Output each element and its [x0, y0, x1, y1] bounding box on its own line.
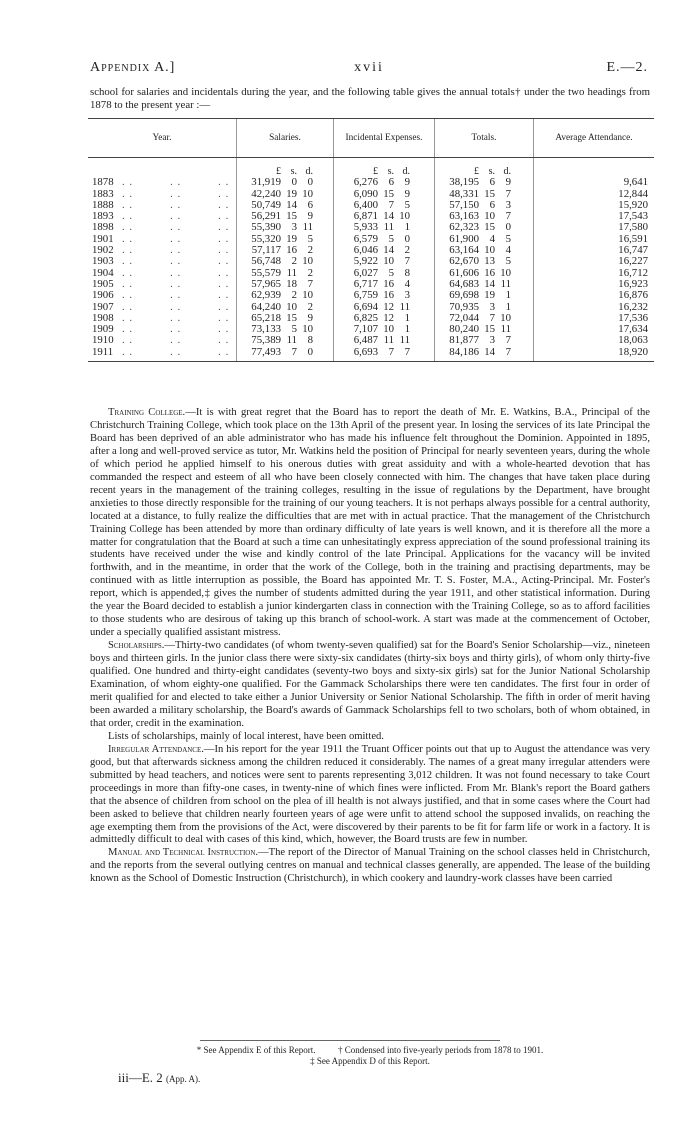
- body-text: [90, 407, 650, 886]
- totals-cell: 61,900 4 5: [435, 234, 534, 245]
- totals-cell: 84,186 14 7: [435, 347, 534, 362]
- totals-cell: 69,698 19 1: [435, 290, 534, 301]
- attendance-cell: 16,747: [534, 245, 655, 256]
- salaries-cell: 75,389 11 8: [237, 335, 334, 346]
- footnotes: [90, 1045, 650, 1067]
- attendance-cell: 16,232: [534, 302, 655, 313]
- running-header: [90, 60, 648, 78]
- attendance-cell: 18,920: [534, 347, 655, 362]
- attendance-cell: 17,580: [534, 222, 655, 233]
- attendance-cell: 12,844: [534, 189, 655, 200]
- col-header-totals: Totals.: [435, 119, 534, 158]
- totals-cell: 63,164 10 4: [435, 245, 534, 256]
- incidental-cell: 6,276 6 9: [334, 177, 435, 188]
- year-cell: 1909 . . . . . .: [92, 323, 230, 336]
- year-cell: 1878 . . . . . .: [92, 176, 230, 189]
- paragraph-heading: Irregular Attendance.: [108, 743, 204, 755]
- year-cell: 1907 . . . . . .: [92, 300, 230, 313]
- incidental-cell: 6,027 5 8: [334, 268, 435, 279]
- footnote-line-2: ‡ See Appendix D of this Report.: [310, 1056, 430, 1066]
- body-paragraph: [90, 407, 650, 640]
- attendance-cell: 17,536: [534, 313, 655, 324]
- incidental-cell: 6,579 5 0: [334, 234, 435, 245]
- header-appendix: Appendix A.]: [90, 60, 176, 75]
- paragraph-heading: Scholarships.: [108, 640, 165, 652]
- incidental-cell: 6,871 14 10: [334, 211, 435, 222]
- table-header-row: [88, 119, 654, 158]
- totals-cell: 63,163 10 7: [435, 211, 534, 222]
- paragraph-text: Lists of scholarships, mainly of local interest, have been omitted.: [108, 730, 384, 742]
- expenditure-table: [88, 118, 654, 362]
- attendance-cell: 17,634: [534, 324, 655, 335]
- totals-cell: 48,331 15 7: [435, 189, 534, 200]
- attendance-cell: 16,923: [534, 279, 655, 290]
- paragraph-text: —In his report for the year 1911 the Truant Officer points out that up to August the attendance was very good, but that afterwards sickness among the children reduced it considerably. The names of a great many irregular attenders were submitted by head teachers, and notices were sent to parents representing 3,012 children. It was not found necessary to take Court proceedings in more than fifty-one cases, in twenty-nine of which fines were inflicted. From Mr. Blank's report the Board gathers that the absence of children from school on the plea of ill health is not always justified, and that in some cases where the Court had been asked to believe that children nearly fourteen years of age were unfit to attend school the supposed invalids, on reaching the age exempting them from the provisions of the Act, were discovered by their parents to be fit for farm life or work in a factory. It is admittedly difficult to deal with cases of this kind, which, however, the Board trusts are few in number.: [90, 743, 650, 846]
- year-cell: 1883 . . . . . .: [92, 187, 230, 200]
- incidental-cell: 6,717 16 4: [334, 279, 435, 290]
- year-cell: 1908 . . . . . .: [92, 311, 230, 324]
- col-header-year: Year.: [88, 119, 237, 158]
- incidental-cell: 6,694 12 11: [334, 302, 435, 313]
- incidental-cell: 6,693 7 7: [334, 347, 435, 362]
- salaries-cell: 55,320 19 5: [237, 234, 334, 245]
- salaries-cell: 62,939 2 10: [237, 290, 334, 301]
- body-paragraph: [90, 640, 650, 731]
- col-header-incidental: Incidental Expenses.: [334, 119, 435, 158]
- year-cell: 1910 . . . . . .: [92, 334, 230, 347]
- incidental-cell: 6,400 7 5: [334, 200, 435, 211]
- totals-cell: 57,150 6 3: [435, 200, 534, 211]
- year-cell: 1898 . . . . . .: [92, 221, 230, 234]
- incidental-cell: 6,759 16 3: [334, 290, 435, 301]
- paragraph-heading: Training College.: [108, 407, 186, 418]
- salaries-cell: 42,240 19 10: [237, 189, 334, 200]
- salaries-cell: 31,919 0 0: [237, 177, 334, 188]
- salaries-cell: 73,133 5 10: [237, 324, 334, 335]
- footnote-divider: [200, 1040, 500, 1041]
- incidental-cell: 5,922 10 7: [334, 256, 435, 267]
- paragraph-text: —It is with great regret that the Board has to report the death of Mr. E. Watkins, B.A., Principal of the Christchurch Training College, which took place on the 13th April of the present year. In losing the services of its late Principal the Board has been deprived of an able administrator who has made his influence felt throughout the Dominion. Appointed in 1895, after a long and well-proved service as tutor, Mr. Watkins held the position of Principal for nearly seventeen years, during the whole of which period he applied himself to his onerous duties with great assiduity and with a whole-hearted devotion that has commanded the respect and esteem of all who have been closely connected with him. The changes that have taken place during recent years in the management of the training colleges, resulting in the issue of regulations by the Department, have brought anxieties to those directly responsible for the training of our young teachers. It is not perhaps always possible for a central authority, located at a distance, to fully realize the difficulties that are met with in actual practice. That the management of the Christchurch Training College has been attended by more than ordinary difficulty of late years is well known, and it is therefore all the more a matter for congratulation that the Board at such a time can unhesitatingly express appreciation of the sound professional training its students have received under the wise and kindly control of the late Principal. Applications for the vacancy will be invited forthwith, and in the meantime, in order that the work of the College, both in the training and practising departments, may be continued with as little interruption as possible, the Board has appointed Mr. T. S. Foster, M.A., Acting-Principal. Mr. Foster's report, which is appended,‡ gives the number of students admitted during the year 1911, and other statistical information. During the year the Board decided to establish a junior kindergarten class in connection with the Training College, so as to afford facilities to those students who are desirous of taking up this branch of school-work. A start was made at the commencement of October, under a specially qualified assistant mistress.: [90, 407, 650, 639]
- totals-cell: 64,683 14 11: [435, 279, 534, 290]
- totals-cell: 62,323 15 0: [435, 222, 534, 233]
- incidental-cell: 5,933 11 1: [334, 222, 435, 233]
- incidental-cell: 6,825 12 1: [334, 313, 435, 324]
- totals-cell: 61,606 16 10: [435, 268, 534, 279]
- paragraph-text: —The report of the Director of Manual Training on the school classes held in Christchurch, and the reports from the several outlying centres on manual and technical classes generally, are appended. The lease of the building known as the School of Domestic Instruction (Christchurch), in which cookery and laundry-work classes have been carried: [90, 847, 650, 885]
- salaries-cell: 57,965 18 7: [237, 279, 334, 290]
- totals-cell: 72,044 7 10: [435, 313, 534, 324]
- attendance-cell: 16,712: [534, 268, 655, 279]
- body-paragraph: [90, 731, 650, 744]
- col-header-salaries: Salaries.: [237, 119, 334, 158]
- paragraph-text: —Thirty-two candidates (of whom twenty-seven qualified) sat for the Board's Senior Scholarship—viz., nineteen boys and thirteen girls. In the junior class there were sixty-six candidates (thirty-six boys and thirty girls), of whom only thirty-five qualified. One hundred and thirty-eight candidates (seventy-two boys and sixty-six girls) sat for the Junior National Scholarship Examination, of whom eighty-one qualified. For the Gammack Scholarships there were ten candidates. The first four in order of merit qualified for and elected to take either a Junior University or Senior National Scholarship. The fifth in order of merit having been awarded a military scholarship, the Board's awards of Gammack Scholarships fell to two scholars, both of whom obtained, in that order, credit in the examination.: [90, 640, 650, 729]
- signature-main: iii—E. 2: [118, 1070, 163, 1085]
- table-row: [88, 347, 654, 362]
- year-cell: 1911 . . . . . .: [88, 347, 237, 362]
- incidental-cell: 6,046 14 2: [334, 245, 435, 256]
- totals-cell: 62,670 13 5: [435, 256, 534, 267]
- year-cell: 1888 . . . . . .: [92, 198, 230, 211]
- year-cell: 1902 . . . . . .: [92, 244, 230, 257]
- totals-cell: 80,240 15 11: [435, 324, 534, 335]
- attendance-cell: 16,227: [534, 256, 655, 267]
- body-paragraph: [90, 744, 650, 848]
- body-paragraph: [90, 847, 650, 886]
- incidental-cell: 7,107 10 1: [334, 324, 435, 335]
- totals-cell: 70,935 3 1: [435, 302, 534, 313]
- col-header-attendance: Average Attendance.: [534, 119, 655, 158]
- salaries-cell: 65,218 15 9: [237, 313, 334, 324]
- header-page-number: xvii: [354, 60, 384, 75]
- header-report-code: E.—2.: [606, 60, 648, 75]
- salaries-cell: 56,291 15 9: [237, 211, 334, 222]
- salaries-cell: 55,390 3 11: [237, 222, 334, 233]
- signature-sub: (App. A).: [166, 1074, 201, 1084]
- salaries-cell: 57,117 16 2: [237, 245, 334, 256]
- salaries-cell: 64,240 10 2: [237, 302, 334, 313]
- attendance-cell: 17,543: [534, 211, 655, 222]
- units-cell: £ s. d.: [237, 158, 334, 178]
- year-cell: 1905 . . . . . .: [92, 277, 230, 290]
- incidental-cell: 6,487 11 11: [334, 335, 435, 346]
- year-cell: 1893 . . . . . .: [92, 210, 230, 223]
- year-cell: 1903 . . . . . .: [92, 255, 230, 268]
- incidental-cell: 6,090 15 9: [334, 189, 435, 200]
- units-cell: £ s. d.: [334, 158, 435, 178]
- totals-cell: 38,195 6 9: [435, 177, 534, 188]
- units-cell: £ s. d.: [435, 158, 534, 178]
- salaries-cell: 50,749 14 6: [237, 200, 334, 211]
- year-cell: 1904 . . . . . .: [92, 266, 230, 279]
- table-body: [88, 158, 654, 362]
- attendance-cell: 15,920: [534, 200, 655, 211]
- year-cell: 1901 . . . . . .: [92, 232, 230, 245]
- year-cell: 1906 . . . . . .: [92, 289, 230, 302]
- attendance-cell: 16,876: [534, 290, 655, 301]
- paragraph-heading: Manual and Technical Instruction.: [108, 847, 259, 859]
- attendance-cell: 16,591: [534, 234, 655, 245]
- salaries-cell: 55,579 11 2: [237, 268, 334, 279]
- intro-paragraph: school for salaries and incidentals during the year, and the following table gives the annual totals† under the two headings from 1878 to the present year :—: [90, 86, 650, 111]
- salaries-cell: 56,748 2 10: [237, 256, 334, 267]
- printer-signature: [118, 1070, 200, 1086]
- totals-cell: 81,877 3 7: [435, 335, 534, 346]
- attendance-cell: 18,063: [534, 335, 655, 346]
- units-row: [88, 158, 654, 178]
- attendance-cell: 9,641: [534, 177, 655, 188]
- salaries-cell: 77,493 7 0: [237, 347, 334, 362]
- footnote-line-1: * See Appendix E of this Report. † Condensed into five-yearly periods from 1878 to 1901.: [196, 1045, 544, 1055]
